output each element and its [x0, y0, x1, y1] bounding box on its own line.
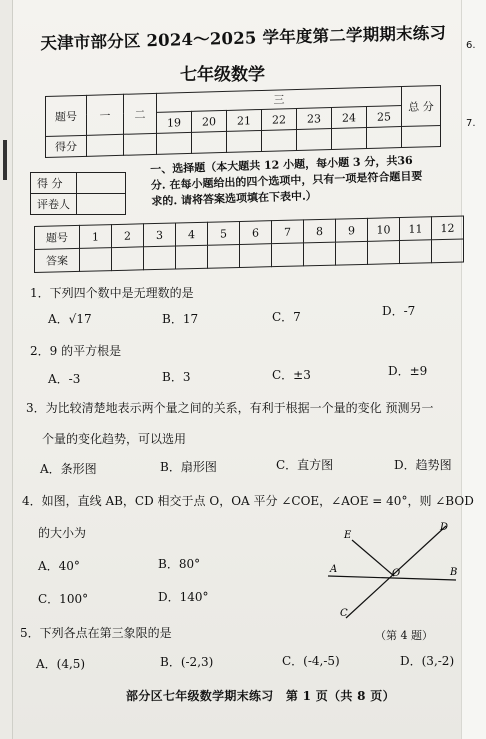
score-cell[interactable] [157, 132, 192, 154]
answer-cell-5[interactable] [208, 244, 240, 268]
score-sub-19: 19 [157, 111, 192, 133]
label-o: O [392, 568, 401, 579]
label-a: A [330, 564, 338, 575]
score-cell[interactable] [332, 128, 367, 150]
answer-cell-7[interactable] [272, 243, 304, 267]
figure-4-caption: （第 4 题） [375, 629, 433, 642]
score-cell[interactable] [87, 134, 124, 156]
question-3-stem-cont: 个量的变化趋势，可以选用 [42, 432, 187, 446]
answer-cell-2[interactable] [112, 247, 144, 271]
answer-number-1: 1 [80, 225, 112, 249]
question-4-stem: 4．如图，直线 AB，CD 相交于点 O，OA 平分 ∠COE，∠AOE = 40°，则 ∠BOD [22, 494, 474, 508]
q4-option-b[interactable]: B．80° [158, 557, 201, 571]
answer-number-11: 11 [400, 217, 432, 241]
q1-option-c[interactable]: C．7 [272, 310, 301, 324]
answer-number-9: 9 [336, 218, 368, 242]
answer-number-6: 6 [240, 221, 272, 245]
score-total-label: 总 分 [402, 85, 441, 126]
q3-option-d[interactable]: D．趋势图 [394, 458, 452, 472]
q5-option-a[interactable]: A．(4,5) [36, 657, 86, 671]
score-sub-21: 21 [227, 109, 262, 131]
score-col-2: 二 [124, 93, 157, 134]
page-footer: 部分区七年级数学期末练习 第 1 页（共 8 页） [126, 689, 395, 703]
sidebar-q6: 6. [466, 40, 476, 51]
score-sub-25: 25 [367, 106, 402, 128]
answer-cell-6[interactable] [240, 244, 272, 268]
score-cell[interactable] [124, 133, 157, 155]
q3-option-c[interactable]: C．直方图 [276, 458, 334, 472]
answer-number-5: 5 [208, 221, 240, 245]
q4-option-a[interactable]: A．40° [38, 559, 80, 573]
score-sub-22: 22 [262, 108, 297, 130]
answer-cell-1[interactable] [80, 248, 112, 272]
score-table [45, 85, 441, 158]
exam-subtitle: 七年级数学 [180, 65, 265, 85]
q2-option-c[interactable]: C．±3 [272, 368, 311, 382]
answer-table [34, 215, 464, 273]
answer-number-2: 2 [112, 224, 144, 248]
figure-4-diagram [322, 520, 462, 640]
question-2-stem: 2．9 的平方根是 [30, 344, 122, 358]
label-b: B [450, 567, 458, 578]
score-cell[interactable] [402, 125, 441, 147]
answer-cell-9[interactable] [336, 241, 368, 265]
answer-number-3: 3 [144, 223, 176, 247]
answer-number-12: 12 [432, 216, 464, 240]
score-row1-label: 题号 [46, 95, 87, 136]
score-sub-20: 20 [192, 110, 227, 132]
q1-option-d[interactable]: D．-7 [382, 304, 416, 318]
label-e: E [344, 530, 352, 541]
q2-option-b[interactable]: B．3 [162, 370, 191, 384]
score-col-1: 一 [87, 94, 124, 135]
answer-cell-8[interactable] [304, 242, 336, 266]
score-cell[interactable] [227, 130, 262, 152]
label-d: D [440, 522, 449, 533]
score-sub-23: 23 [297, 107, 332, 129]
ray-oe [352, 540, 394, 576]
binding-edge [0, 0, 13, 739]
answer-number-4: 4 [176, 222, 208, 246]
grader-score-label: 得 分 [31, 173, 77, 194]
score-cell[interactable] [192, 131, 227, 153]
question-5-stem: 5．下列各点在第三象限的是 [20, 626, 172, 640]
answer-row1-label: 题号 [35, 225, 80, 249]
next-page-edge [461, 0, 486, 739]
q1-option-a[interactable]: A．√17 [48, 312, 92, 326]
q5-option-b[interactable]: B．(-2,3) [160, 655, 214, 669]
section1-heading: 一、选择题（本大题共 12 小题，每小题 3 分，共36 分. 在每小题给出的四个选项中，只有一项是符合题目要求的. 请将答案选项填在下表中.） [150, 153, 423, 208]
q1-option-b[interactable]: B．17 [162, 312, 199, 326]
q3-option-a[interactable]: A．条形图 [40, 462, 97, 476]
answer-cell-10[interactable] [368, 241, 400, 265]
q5-option-c[interactable]: C．(-4,-5) [282, 654, 340, 668]
grader-name-label: 评卷人 [31, 194, 77, 215]
answer-number-8: 8 [304, 219, 336, 243]
score-cell[interactable] [367, 127, 402, 149]
sidebar-q7: 7. [466, 118, 476, 129]
question-4-stem-cont: 的大小为 [38, 526, 87, 540]
score-row2-label: 得分 [46, 135, 87, 157]
label-c: C [340, 608, 348, 619]
q4-option-d[interactable]: D．140° [158, 590, 209, 604]
q2-option-a[interactable]: A．-3 [48, 372, 81, 386]
q4-option-c[interactable]: C．100° [38, 592, 89, 606]
answer-cell-12[interactable] [432, 239, 464, 263]
answer-number-10: 10 [368, 218, 400, 242]
question-3-stem: 3．为比较清楚地表示两个量之间的关系，有利于根据一个量的变化 预测另一 [26, 401, 434, 415]
score-cell[interactable] [297, 128, 332, 150]
binding-mark [3, 140, 7, 180]
score-cell[interactable] [262, 129, 297, 151]
grader-score-cell[interactable] [77, 173, 126, 194]
answer-cell-11[interactable] [400, 240, 432, 264]
score-group-label: 三 [157, 87, 402, 113]
answer-number-7: 7 [272, 220, 304, 244]
question-1-stem: 1．下列四个数中是无理数的是 [30, 286, 194, 300]
q3-option-b[interactable]: B．扇形图 [160, 460, 217, 474]
q5-option-d[interactable]: D．(3,-2) [400, 654, 455, 668]
answer-cell-4[interactable] [176, 245, 208, 269]
exam-title: 天津市部分区 2024～2025 学年度第二学期期末练习 [40, 23, 447, 53]
score-sub-24: 24 [332, 107, 367, 129]
answer-row2-label: 答案 [35, 248, 80, 272]
answer-cell-3[interactable] [144, 246, 176, 270]
grader-box [30, 172, 126, 215]
q2-option-d[interactable]: D．±9 [388, 364, 428, 378]
grader-name-cell[interactable] [77, 194, 126, 215]
